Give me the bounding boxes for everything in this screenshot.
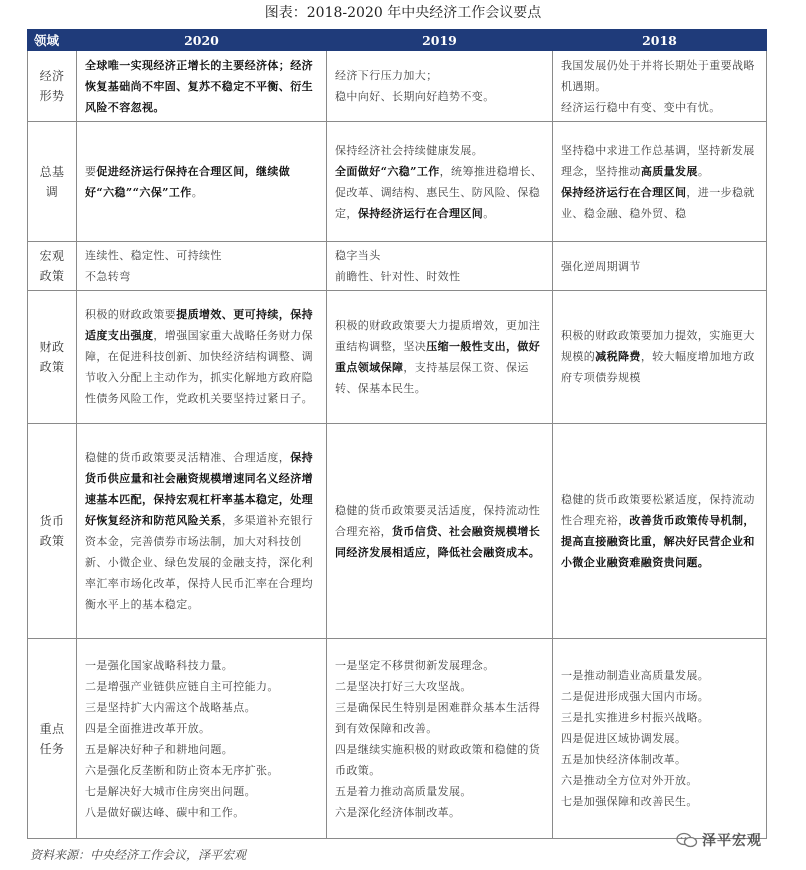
row-label-part: 任务 [39,741,65,756]
text: 七是加强保障和改善民生。 [561,795,698,809]
wechat-icon [676,832,698,848]
row-label-part: 政策 [39,534,65,548]
text: 六是推动全方位对外开放。 [561,774,698,788]
text: 三是确保民生特别是困难群众基本生活得到有效保障和改善。 [335,700,541,735]
row-label-part: 经济 [39,69,65,84]
text: 经济下行压力加大； [335,69,438,83]
text: ，较大幅度增加地方政府专项债券规模 [561,350,755,385]
bold-text: 全球唯一实现经济正增长的主要经济体；经济恢复基础尚不牢固、复苏不稳定不平衡、衍生风险不容忽视。 [85,58,313,114]
text: 二是增强产业链供应链自主可控能力。 [85,679,279,693]
text: 四是全面推进改革开放。 [85,721,211,735]
text: 七是解决好大城市住房突出问题。 [85,784,256,798]
text: 稳健的货币政策要灵活适度，保持流动性合理充裕， [335,503,541,538]
text: 五是加快经济体制改革。 [561,753,687,767]
text: 前瞻性、针对性、时效性 [335,270,461,284]
text: 三是坚持扩大内需这个战略基点。 [85,700,256,714]
chart-title: 图表：2018-2020 年中央经济工作会议要点 [264,5,542,21]
header-2019: 2019 [327,30,553,51]
row-label [28,51,77,122]
text: 积极的财政政策要大力提质增效，更加注重结构调整，坚决 [335,318,541,353]
text: 保持经济社会持续健康发展。 [335,143,484,157]
row-label-part: 宏观 [39,249,65,264]
cell-2018 [553,639,767,839]
text: 积极的财政政策要加力提效，实施更大规模的 [561,329,755,364]
text: 五是着力推动高质量发展。 [335,784,472,798]
cell-2019 [327,291,553,423]
row-label-part: 货币 [39,514,65,528]
text: 。 [483,206,495,220]
bold-text: 改善货币政策传导机制，提高直接融资比重，解决好民营企业和小微企业融资难融资贵问题。 [561,514,755,569]
text: 五是解决好种子和耕地问题。 [85,742,234,756]
text: 二是坚决打好三大攻坚战。 [335,679,472,693]
text: 一是推动制造业高质量发展。 [561,669,710,683]
summary-table [27,29,767,839]
cell-2019 [327,423,553,639]
cell-2020 [77,291,327,423]
cell-2019 [327,639,553,839]
text: ，多渠道补充银行资本金，完善债券市场法制，加大对科技创新、小微企业、绿色发展的金融支持，深化利率汇率市场化改革，保持人民币汇率在合理均衡水平上的基本稳定。 [85,514,314,611]
row-label-part: 调 [45,184,59,199]
table-row-key-tasks [28,639,767,839]
text: 强化逆周期调节 [561,259,641,273]
bold-text: 高质量发展 [640,164,698,178]
text: 要 [85,164,97,178]
row-label [28,423,77,639]
text: 经济运行稳中有变、变中有忧。 [561,100,721,114]
text: 。 [191,185,204,199]
text: 六是深化经济体制改革。 [335,805,461,819]
text: ，进一步稳就业、稳金融、稳外贸、稳 [561,185,755,220]
cell-2019 [327,51,553,122]
header-2020: 2020 [77,30,327,51]
row-label-part: 形势 [39,89,65,104]
text: 稳中向好、长期向好趋势不变。 [335,90,495,104]
source-note: 资料来源：中央经济工作会议，泽平宏观 [30,848,247,862]
bold-text: 保持经济运行在合理区间 [357,206,484,220]
row-label-part: 政策 [39,359,65,374]
text: 坚持稳中求进工作总基调，坚持新发展理念，坚持推动 [561,143,755,178]
text: 积极的财政政策要 [85,308,177,322]
bold-text: 减税降费 [595,350,641,364]
text: ，支持基层保工资、保运转、保基本民生。 [335,360,529,395]
text: 三是扎实推进乡村振兴战略。 [561,711,710,725]
bold-text: 保持货币供应量和社会融资规模增速同名义经济增速基本匹配，保持宏观杠杆率基本稳定，处理好恢复经济和防范风险关系 [85,451,314,527]
text: 一是强化国家战略科技力量。 [85,658,234,672]
cell-2020 [77,122,327,242]
cell-2018 [553,122,767,242]
cell-2020 [77,51,327,122]
text: 。 [697,164,710,178]
table-row-general-tone [28,122,767,242]
bold-text: 货币信贷、社会融资规模增长同经济发展相适应，降低社会融资成本。 [335,524,541,559]
text: 不急转弯 [85,270,131,284]
cell-2018 [553,423,767,639]
text: ，增强国家重大战略任务财力保障，在促进科技创新、加快经济结构调整、调节收入分配上主动作为，抓实化解地方政府隐性债务风险工作，党政机关要坚持过紧日子。 [85,329,314,406]
row-label-part: 重点 [39,721,65,736]
row-label-part: 政策 [39,269,65,284]
header-field: 领域 [28,30,77,51]
bold-text: 保持经济运行在合理区间 [561,185,687,199]
cell-2018 [553,242,767,291]
cell-2018 [553,51,767,122]
bold-text: 全面做好“六稳”工作 [335,164,440,178]
cell-2020 [77,639,327,839]
table-row-fiscal-policy [28,291,767,423]
cell-2019 [327,122,553,242]
table-row-macro-policy [28,242,767,291]
cell-2018 [553,291,767,423]
row-label-part: 总基 [39,164,65,179]
text: 连续性、稳定性、可持续性 [85,249,222,263]
text: 稳健的货币政策要松紧适度，保持流动性合理充裕， [561,493,755,527]
text: 六是强化反垄断和防止资本无序扩张。 [85,763,279,777]
header-2018: 2018 [553,30,767,51]
text: 八是做好碳达峰、碳中和工作。 [85,805,245,819]
bold-text: 提质增效、更可持续，保持适度支出强度 [85,308,314,343]
header-row [28,30,767,51]
bold-text: 促进经济运行保持在合理区间，继续做好“六稳”“六保”工作 [85,164,291,199]
row-label-part: 财政 [39,339,65,354]
cell-2019 [327,242,553,291]
row-label [28,639,77,839]
table-row-monetary-policy [28,423,767,639]
row-label [28,122,77,242]
text: 四是继续实施积极的财政政策和稳健的货币政策。 [335,742,541,777]
text: 稳健的货币政策要灵活精准、合理适度， [85,451,291,464]
bold-text: 压缩一般性支出，做好重点领域保障 [335,339,541,374]
row-label [28,291,77,423]
text: 四是促进区域协调发展。 [561,732,687,746]
text: ，统筹推进稳增长、促改革、调结构、惠民生、防风险、保稳定， [335,164,543,220]
text: 一是坚定不移贯彻新发展理念。 [335,658,495,672]
logo-text: 泽平宏观 [702,833,762,849]
text: 我国发展仍处于并将长期处于重要战略机遇期。 [561,58,755,93]
cell-2020 [77,423,327,639]
row-label [28,242,77,291]
table-row-economic-situation [28,51,767,122]
text: 稳字当头 [335,249,381,263]
text: 二是促进形成强大国内市场。 [561,690,710,704]
brand-logo [676,829,784,851]
cell-2020 [77,242,327,291]
